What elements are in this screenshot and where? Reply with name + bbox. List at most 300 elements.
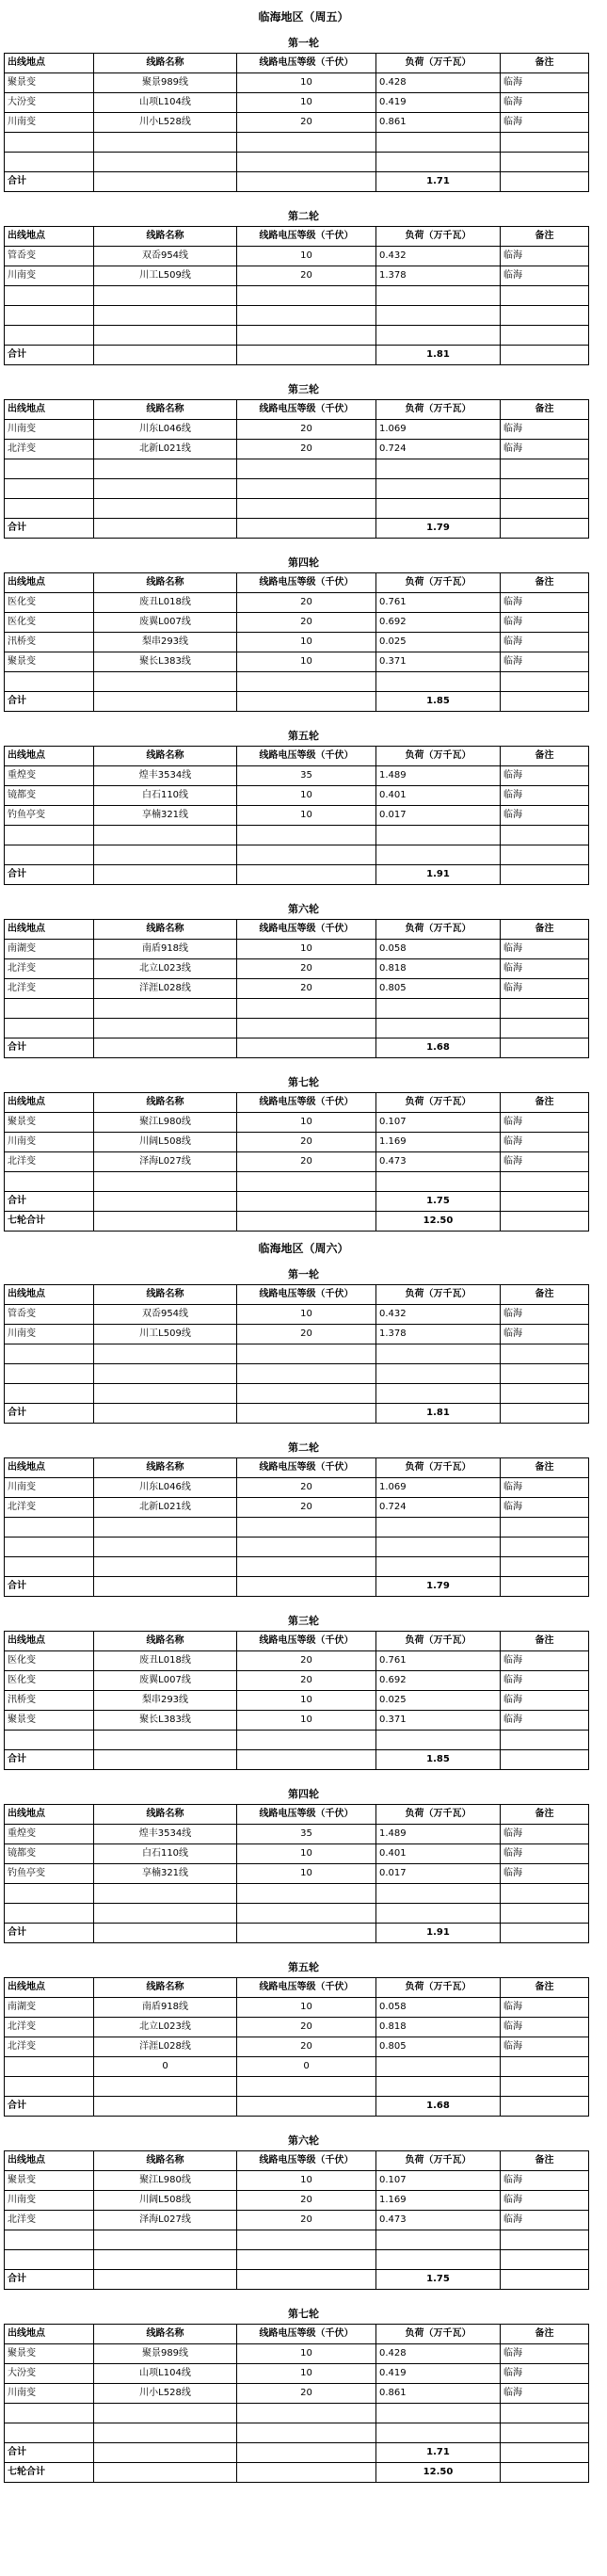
- table-row: [5, 2018, 589, 2037]
- blank-row: [5, 2230, 589, 2250]
- empty-cell: [237, 865, 376, 885]
- empty-cell: [376, 306, 501, 326]
- blank-row: [5, 479, 589, 499]
- table-cell: 北洋变: [5, 959, 94, 979]
- table-cell: 临海: [501, 1998, 589, 2018]
- empty-cell: [237, 1884, 376, 1904]
- empty-cell: [376, 2077, 501, 2097]
- table-cell: 10: [237, 247, 376, 266]
- table-row: [5, 2171, 589, 2191]
- table-cell: 聚景989线: [94, 2344, 237, 2364]
- column-header: 线路电压等级（千伏）: [237, 920, 376, 940]
- table-cell: 1.378: [376, 266, 501, 286]
- table-cell: 医化变: [5, 1651, 94, 1671]
- column-header: 线路名称: [94, 1093, 237, 1113]
- empty-cell: [376, 2250, 501, 2270]
- table-row: [5, 266, 589, 286]
- table-header-row: [5, 747, 589, 766]
- table-cell: 0.724: [376, 440, 501, 459]
- table-cell: 10: [237, 73, 376, 93]
- table-cell: 0.058: [376, 1998, 501, 2018]
- table-cell: 临海: [501, 266, 589, 286]
- empty-cell: [5, 1172, 94, 1192]
- table-cell: 聚长L383线: [94, 652, 237, 672]
- table-cell: 0.761: [376, 593, 501, 613]
- table-cell: 临海: [501, 113, 589, 133]
- round-table: [4, 919, 589, 1058]
- table-cell: 0.473: [376, 1152, 501, 1172]
- round-title: 第五轮: [288, 730, 319, 742]
- table-row: [5, 2384, 589, 2404]
- empty-cell: [5, 1538, 94, 1557]
- round-table: [4, 2150, 589, 2290]
- table-row: [5, 1691, 589, 1711]
- table-cell: 大汾变: [5, 93, 94, 113]
- column-header: 负荷（万千瓦）: [376, 2151, 501, 2171]
- table-cell: 川阔L508线: [94, 1133, 237, 1152]
- empty-cell: [376, 2404, 501, 2423]
- empty-cell: [237, 172, 376, 192]
- column-header: 出线地点: [5, 227, 94, 247]
- table-cell: 临海: [501, 1113, 589, 1133]
- empty-cell: [501, 286, 589, 306]
- table-cell: 10: [237, 1844, 376, 1864]
- table-cell: 0.861: [376, 2384, 501, 2404]
- empty-cell: [501, 2443, 589, 2463]
- table-row: [5, 1998, 589, 2018]
- empty-cell: [501, 1518, 589, 1538]
- blank-row: [5, 1904, 589, 1924]
- table-cell: 泽海L027线: [94, 1152, 237, 1172]
- column-header: 备注: [501, 2151, 589, 2171]
- total-value: 1.75: [376, 1192, 501, 1212]
- column-header: 线路电压等级（千伏）: [237, 54, 376, 73]
- empty-cell: [94, 1750, 237, 1770]
- total-row: [5, 1192, 589, 1212]
- empty-cell: [501, 1750, 589, 1770]
- column-header: 出线地点: [5, 747, 94, 766]
- empty-cell: [376, 1518, 501, 1538]
- empty-cell: [5, 2423, 94, 2443]
- column-header: 线路名称: [94, 54, 237, 73]
- spacer: [0, 1943, 607, 1958]
- empty-cell: [237, 1172, 376, 1192]
- empty-cell: [5, 1364, 94, 1384]
- column-header: 线路名称: [94, 1285, 237, 1305]
- table-row: [5, 1152, 589, 1172]
- section-block: [0, 1232, 607, 2483]
- table-cell: 20: [237, 440, 376, 459]
- column-header: 负荷（万千瓦）: [376, 1632, 501, 1651]
- column-header: 备注: [501, 920, 589, 940]
- table-cell: 0.058: [376, 940, 501, 959]
- table-cell: 20: [237, 420, 376, 440]
- table-header-row: [5, 1632, 589, 1651]
- empty-cell: [237, 1364, 376, 1384]
- column-header: 线路名称: [94, 1805, 237, 1825]
- blank-row: [5, 1344, 589, 1364]
- empty-cell: [501, 1577, 589, 1597]
- round-table: [4, 2324, 589, 2483]
- table-row: [5, 806, 589, 826]
- spacer: [0, 365, 607, 380]
- empty-cell: [237, 1192, 376, 1212]
- table-cell: 临海: [501, 1711, 589, 1731]
- empty-cell: [501, 1557, 589, 1577]
- table-cell: 临海: [501, 1844, 589, 1864]
- table-header-row: [5, 1805, 589, 1825]
- empty-cell: [501, 133, 589, 153]
- empty-cell: [501, 479, 589, 499]
- blank-row: [5, 2404, 589, 2423]
- empty-cell: [376, 826, 501, 845]
- empty-cell: [5, 1019, 94, 1038]
- empty-cell: [501, 1404, 589, 1424]
- column-header: 线路名称: [94, 227, 237, 247]
- spacer: [0, 1597, 607, 1612]
- empty-cell: [376, 1731, 501, 1750]
- empty-cell: [501, 1192, 589, 1212]
- empty-cell: [237, 306, 376, 326]
- table-cell: 0.107: [376, 1113, 501, 1133]
- table-cell: 0.017: [376, 806, 501, 826]
- empty-cell: [94, 1884, 237, 1904]
- empty-cell: [501, 306, 589, 326]
- table-header-row: [5, 920, 589, 940]
- round-title: 第六轮: [288, 2134, 319, 2147]
- table-cell: 聚江L980线: [94, 2171, 237, 2191]
- table-cell: 0.017: [376, 1864, 501, 1884]
- column-header: 负荷（万千瓦）: [376, 1093, 501, 1113]
- empty-cell: [376, 1364, 501, 1384]
- table-cell: 10: [237, 2344, 376, 2364]
- round-table: [4, 1631, 589, 1770]
- table-cell: 川东L046线: [94, 1478, 237, 1498]
- column-header: 备注: [501, 227, 589, 247]
- blank-row: [5, 286, 589, 306]
- table-cell: 医化变: [5, 613, 94, 633]
- table-cell: 北立L023线: [94, 2018, 237, 2037]
- table-cell: 20: [237, 113, 376, 133]
- empty-cell: [501, 2463, 589, 2483]
- table-cell: 20: [237, 1133, 376, 1152]
- table-cell: 20: [237, 613, 376, 633]
- table-cell: 20: [237, 959, 376, 979]
- empty-cell: [94, 346, 237, 365]
- table-cell: 聚景变: [5, 2344, 94, 2364]
- column-header: 线路名称: [94, 747, 237, 766]
- table-cell: 临海: [501, 420, 589, 440]
- table-cell: 1.378: [376, 1325, 501, 1344]
- empty-cell: [501, 1019, 589, 1038]
- total-label: 合计: [5, 1750, 94, 1770]
- table-cell: 重煌变: [5, 766, 94, 786]
- table-cell: 10: [237, 786, 376, 806]
- table-row: [5, 1651, 589, 1671]
- column-header: 线路名称: [94, 573, 237, 593]
- empty-cell: [94, 499, 237, 519]
- table-cell: 临海: [501, 2384, 589, 2404]
- empty-cell: [237, 2423, 376, 2443]
- table-cell: 1.169: [376, 2191, 501, 2211]
- empty-cell: [5, 2250, 94, 2270]
- empty-cell: [94, 153, 237, 172]
- table-cell: 10: [237, 1113, 376, 1133]
- table-cell: 10: [237, 1998, 376, 2018]
- empty-cell: [501, 326, 589, 346]
- empty-cell: [5, 1557, 94, 1577]
- table-cell: 临海: [501, 613, 589, 633]
- table-cell: 0.025: [376, 1691, 501, 1711]
- column-header: 备注: [501, 54, 589, 73]
- table-row: [5, 1113, 589, 1133]
- empty-cell: [237, 1518, 376, 1538]
- spacer: [0, 1424, 607, 1439]
- empty-cell: [5, 826, 94, 845]
- table-cell: 10: [237, 633, 376, 652]
- table-cell: 0.692: [376, 1671, 501, 1691]
- blank-row: [5, 1364, 589, 1384]
- table-cell: 医化变: [5, 1671, 94, 1691]
- column-header: 负荷（万千瓦）: [376, 1805, 501, 1825]
- table-cell: 临海: [501, 959, 589, 979]
- table-header-row: [5, 2151, 589, 2171]
- table-cell: 洋涯L028线: [94, 2037, 237, 2057]
- table-cell: 白石110线: [94, 786, 237, 806]
- empty-cell: [501, 1884, 589, 1904]
- total-row: [5, 2270, 589, 2290]
- table-cell: 0.805: [376, 2037, 501, 2057]
- round-title: 第二轮: [288, 210, 319, 222]
- grand-total-value: 12.50: [376, 2463, 501, 2483]
- table-row: [5, 440, 589, 459]
- column-header: 线路电压等级（千伏）: [237, 2325, 376, 2344]
- blank-row: [5, 1884, 589, 1904]
- table-cell: 1.069: [376, 1478, 501, 1498]
- table-row: [5, 1825, 589, 1844]
- empty-cell: [501, 1538, 589, 1557]
- table-cell: 临海: [501, 1864, 589, 1884]
- table-cell: 1.489: [376, 1825, 501, 1844]
- total-row: [5, 1404, 589, 1424]
- table-cell: 20: [237, 2384, 376, 2404]
- table-cell: 35: [237, 766, 376, 786]
- empty-cell: [94, 2250, 237, 2270]
- total-label: 合计: [5, 1404, 94, 1424]
- round-table: [4, 1284, 589, 1424]
- round-table: [4, 226, 589, 365]
- table-cell: 0.761: [376, 1651, 501, 1671]
- empty-cell: [376, 326, 501, 346]
- total-row: [5, 1038, 589, 1058]
- empty-cell: [94, 2077, 237, 2097]
- table-row: [5, 1671, 589, 1691]
- table-cell: 临海: [501, 2018, 589, 2037]
- table-cell: 川南变: [5, 420, 94, 440]
- empty-cell: [237, 153, 376, 172]
- table-cell: 钓鱼亭变: [5, 1864, 94, 1884]
- column-header: 线路名称: [94, 2325, 237, 2344]
- table-cell: 聚景变: [5, 652, 94, 672]
- table-cell: 20: [237, 979, 376, 999]
- empty-cell: [237, 1731, 376, 1750]
- empty-cell: [501, 1344, 589, 1364]
- empty-cell: [94, 1344, 237, 1364]
- table-cell: 0.724: [376, 1498, 501, 1518]
- total-value: 1.68: [376, 1038, 501, 1058]
- table-cell: 10: [237, 1864, 376, 1884]
- blank-row: [5, 1019, 589, 1038]
- round-table: [4, 1092, 589, 1232]
- total-label: 合计: [5, 2097, 94, 2117]
- table-row: [5, 940, 589, 959]
- round-table: [4, 399, 589, 539]
- empty-cell: [376, 1557, 501, 1577]
- table-cell: 北洋变: [5, 2211, 94, 2230]
- total-label: 合计: [5, 1038, 94, 1058]
- column-header: 负荷（万千瓦）: [376, 54, 501, 73]
- blank-row: [5, 1538, 589, 1557]
- round-title: 第五轮: [288, 1961, 319, 1973]
- empty-cell: [5, 1344, 94, 1364]
- table-cell: 0.025: [376, 633, 501, 652]
- empty-cell: [501, 865, 589, 885]
- empty-cell: [94, 1924, 237, 1943]
- empty-cell: [237, 2230, 376, 2250]
- empty-cell: [376, 1884, 501, 1904]
- empty-cell: [501, 2270, 589, 2290]
- empty-cell: [5, 1384, 94, 1404]
- empty-cell: [501, 519, 589, 539]
- table-cell: 双岙954线: [94, 1305, 237, 1325]
- column-header: 线路名称: [94, 400, 237, 420]
- blank-row: [5, 999, 589, 1019]
- table-cell: 临海: [501, 2211, 589, 2230]
- column-header: 出线地点: [5, 400, 94, 420]
- table-cell: 20: [237, 1478, 376, 1498]
- total-value: 1.81: [376, 346, 501, 365]
- table-cell: 1.169: [376, 1133, 501, 1152]
- table-cell: 临海: [501, 2364, 589, 2384]
- round-table: [4, 1977, 589, 2117]
- table-cell: 南盾918线: [94, 1998, 237, 2018]
- table-row: [5, 786, 589, 806]
- blank-row: [5, 2077, 589, 2097]
- empty-cell: [501, 2097, 589, 2117]
- empty-cell: [94, 133, 237, 153]
- spacer: [0, 2117, 607, 2132]
- table-cell: 临海: [501, 979, 589, 999]
- blank-row: [5, 326, 589, 346]
- column-header: 线路电压等级（千伏）: [237, 1458, 376, 1478]
- blank-row: [5, 1172, 589, 1192]
- empty-cell: [501, 2404, 589, 2423]
- total-row: [5, 346, 589, 365]
- column-header: 线路电压等级（千伏）: [237, 573, 376, 593]
- empty-cell: [237, 499, 376, 519]
- table-cell: 0.692: [376, 613, 501, 633]
- empty-cell: [94, 1904, 237, 1924]
- table-cell: 聚景变: [5, 1113, 94, 1133]
- table-cell: 北新L021线: [94, 1498, 237, 1518]
- table-cell: 北洋变: [5, 979, 94, 999]
- table-cell: 梨串293线: [94, 1691, 237, 1711]
- empty-cell: [376, 1019, 501, 1038]
- table-row: [5, 959, 589, 979]
- table-cell: 洋涯L028线: [94, 979, 237, 999]
- empty-cell: [94, 1364, 237, 1384]
- table-cell: 管岙变: [5, 1305, 94, 1325]
- empty-cell: [237, 826, 376, 845]
- table-cell: 医化变: [5, 593, 94, 613]
- column-header: 出线地点: [5, 920, 94, 940]
- table-cell: 川南变: [5, 113, 94, 133]
- empty-cell: [5, 672, 94, 692]
- blank-row: [5, 153, 589, 172]
- total-label: 合计: [5, 1577, 94, 1597]
- empty-cell: [237, 519, 376, 539]
- column-header: 出线地点: [5, 2151, 94, 2171]
- total-row: [5, 1577, 589, 1597]
- table-cell: 临海: [501, 940, 589, 959]
- table-cell: 管岙变: [5, 247, 94, 266]
- column-header: 出线地点: [5, 1805, 94, 1825]
- empty-cell: [94, 519, 237, 539]
- empty-cell: [237, 999, 376, 1019]
- table-cell: 0.861: [376, 113, 501, 133]
- table-cell: 20: [237, 593, 376, 613]
- total-value: 1.71: [376, 172, 501, 192]
- empty-cell: [376, 2423, 501, 2443]
- empty-cell: [94, 692, 237, 712]
- empty-cell: [237, 1038, 376, 1058]
- empty-cell: [376, 1384, 501, 1404]
- empty-cell: [376, 1172, 501, 1192]
- table-cell: 临海: [501, 1825, 589, 1844]
- empty-cell: [376, 459, 501, 479]
- empty-cell: [94, 1172, 237, 1192]
- table-cell: 20: [237, 1498, 376, 1518]
- table-row: [5, 2191, 589, 2211]
- empty-cell: [376, 845, 501, 865]
- round-title: 第一轮: [288, 1268, 319, 1280]
- table-cell: 10: [237, 940, 376, 959]
- empty-cell: [237, 1750, 376, 1770]
- empty-cell: [237, 2270, 376, 2290]
- table-cell: 临海: [501, 1325, 589, 1344]
- column-header: 出线地点: [5, 54, 94, 73]
- total-row: [5, 172, 589, 192]
- column-header: 线路名称: [94, 1632, 237, 1651]
- table-row: [5, 593, 589, 613]
- blank-row: [5, 1731, 589, 1750]
- round-title: 第三轮: [288, 383, 319, 395]
- table-row: [5, 1133, 589, 1152]
- empty-cell: [237, 2077, 376, 2097]
- column-header: 备注: [501, 1093, 589, 1113]
- table-cell: 聚景变: [5, 73, 94, 93]
- table-cell: 临海: [501, 247, 589, 266]
- table-cell: 临海: [501, 2344, 589, 2364]
- empty-cell: [237, 2250, 376, 2270]
- column-header: 备注: [501, 747, 589, 766]
- table-cell: 北立L023线: [94, 959, 237, 979]
- empty-cell: [5, 306, 94, 326]
- column-header: 线路电压等级（千伏）: [237, 400, 376, 420]
- empty-cell: [5, 999, 94, 1019]
- total-value: 1.79: [376, 1577, 501, 1597]
- round-title: 第七轮: [288, 2308, 319, 2320]
